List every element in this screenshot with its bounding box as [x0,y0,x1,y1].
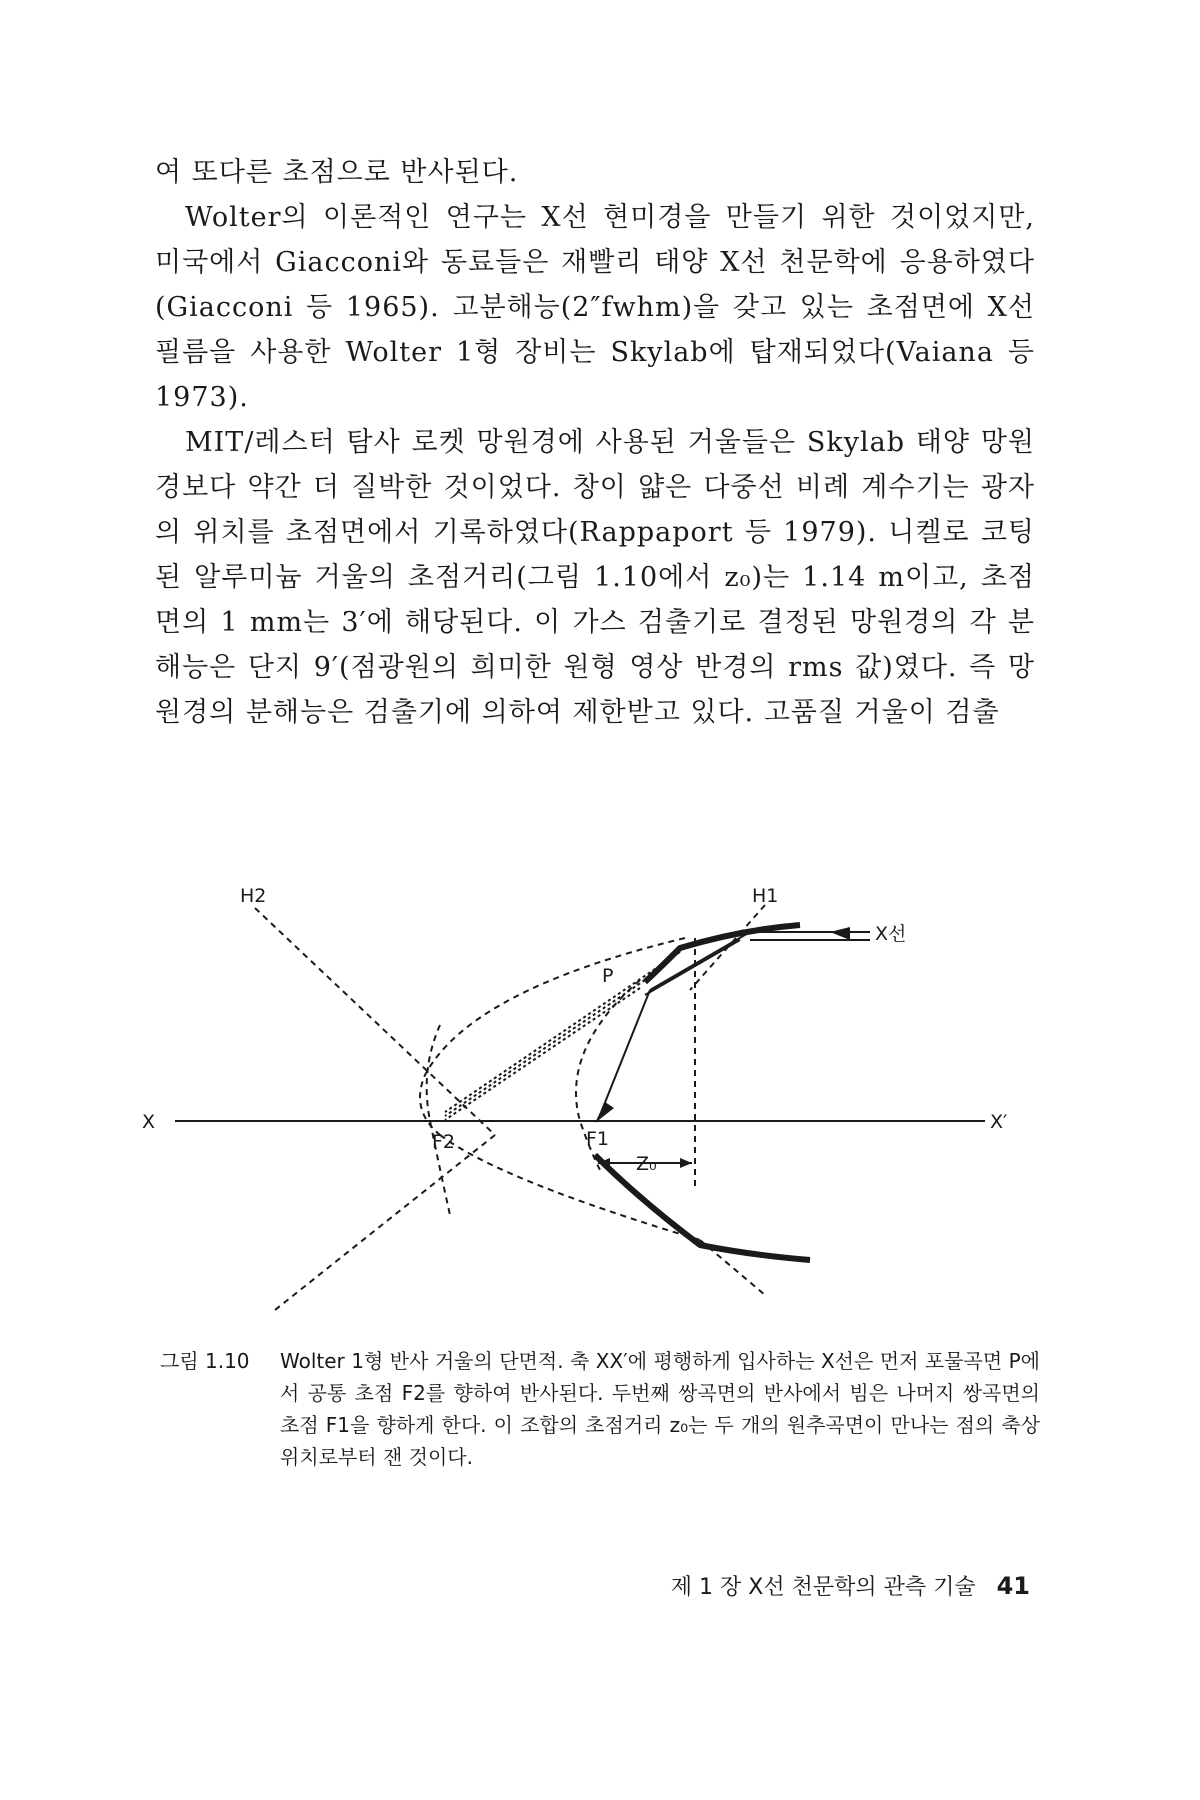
label-z0: Z₀ [636,1153,657,1175]
label-f2: F2 [432,1131,456,1153]
asymptote-h2-lower [275,1135,495,1310]
page-footer [610,1570,1030,1601]
z0-arrow-right [680,1158,692,1168]
figure-caption [160,1345,1040,1473]
mirror-upper [645,925,800,982]
xray-arrowhead [830,927,850,940]
asymptote-h2 [255,908,495,1135]
label-xray: X선 [875,923,907,945]
caption-label: 그림 1.10 [160,1349,250,1373]
body-text [155,150,1035,735]
ray-dotted-f2-1 [445,952,680,1112]
label-p: P [602,965,614,987]
wolter-diagram-svg [140,880,1040,1330]
mirror-lower [595,1155,810,1260]
paragraph-continuation: 여 또다른 초점으로 반사된다. [155,157,519,188]
paragraph-mit-leicester: MIT/레스터 탐사 로켓 망원경에 사용된 거울들은 Skylab 태양 망원경보다 약간 더 질박한 것이었다. 창이 얇은 다중선 비례 계수기는 광자의 위치를 초점면에서 기록하였다(Rappaport 등 1979). 니켈로 코팅된 알루미늄 거울의 초점거리(그림 1.10에서 z₀)는 1.14 m이고, 초점면의 1 mm는 3′에 해당된다. 이 가스 검출기로 결정된 망원경의 각 분해능은 단지 9′(점광원의 희미한 원형 영상 반경의 rms 값)였다. 즉 망원경의 분해능은 검출기에 의하여 제한받고 있다. 고품질 거울이 검출 [155,427,1035,728]
ray-dotted-f2-2 [445,980,645,1116]
label-x-right: X′ [990,1111,1008,1133]
ray-to-f1 [598,990,650,1120]
label-f1: F1 [586,1128,610,1150]
parabola-dashed-lower [440,1135,700,1240]
label-x-left: X [142,1111,156,1133]
running-head: 제 1 장 X선 천문학의 관측 기술 [670,1575,976,1600]
paragraph-wolter: Wolter의 이론적인 연구는 X선 현미경을 만들기 위한 것이었지만, 미국에서 Giacconi와 동료들은 재빨리 태양 X선 천문학에 응용하였다(Giacconi 등 1965). 고분해능(2″fwhm)을 갖고 있는 초점면에 X선 필름을 사용한 Wolter 1형 장비는 Skylab에 탑재되었다(Vaiana 등 1973). [155,202,1035,413]
ray-dotted-f2-3 [445,988,640,1120]
figure-wolter-diagram [140,880,1040,1330]
page-number: 41 [996,1572,1030,1600]
label-h1: H1 [752,885,779,907]
label-h2: H2 [240,885,267,907]
caption-text: Wolter 1형 반사 거울의 단면적. 축 XX′에 평행하게 입사하는 X선은 먼저 포물곡면 P에서 공통 초점 F2를 향하여 반사된다. 두번째 쌍곡면의 반사에서 빔은 나머지 쌍곡면의 초점 F1을 향하게 한다. 이 조합의 초점거리 z₀는 두 개의 원추곡면이 만나는 점의 축상 위치로부터 잰 것이다. [280,1349,1040,1469]
ray-to-f1-arrowhead [595,1102,614,1123]
